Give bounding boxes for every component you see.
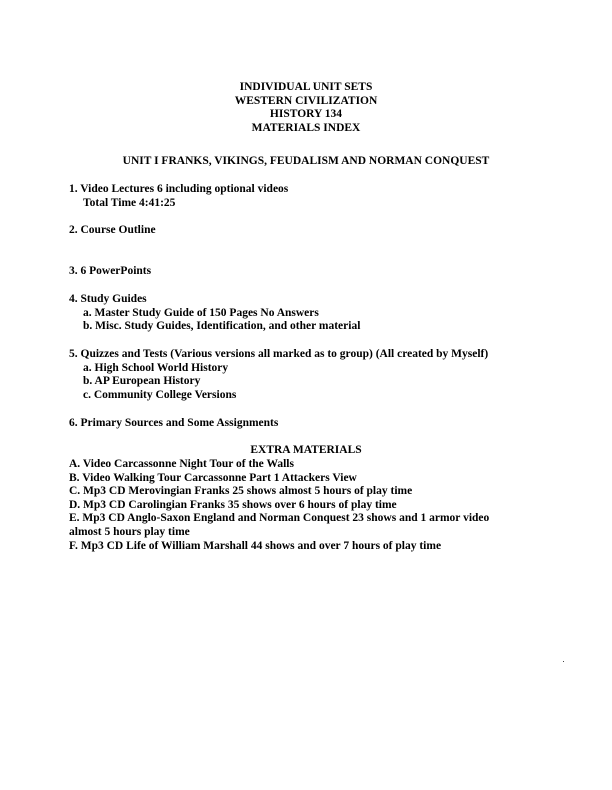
powerpoints-text: 3. 6 PowerPoints (69, 265, 152, 277)
quizzes-b-text: b. AP European History (83, 375, 201, 388)
extra-item-c: C. Mp3 CD Merovingian Franks 25 shows almost 5 hours of play time (69, 485, 413, 498)
quizzes-a-text: a. High School World History (83, 361, 229, 374)
item-powerpoints (69, 265, 589, 279)
quizzes-text: 5. Quizzes and Tests (Various versions all marked as to group) (All created by Myself) (69, 348, 489, 360)
document-header (0, 81, 612, 135)
course-outline-text: 2. Course Outline (69, 224, 156, 236)
header-line-course: WESTERN CIVILIZATION (234, 94, 378, 107)
unit-title: UNIT I FRANKS, VIKINGS, FEUDALISM AND NORMAN CONQUEST (122, 155, 490, 167)
item-quizzes-tests (69, 348, 589, 402)
extra-item-a: A. Video Carcassonne Night Tour of the Walls (69, 458, 294, 470)
item-video-lectures (69, 183, 589, 210)
study-guides-b-text: b. Misc. Study Guides, Identification, and other material (83, 320, 361, 333)
header-line-course-number: HISTORY 134 (269, 108, 343, 121)
item-primary-sources (69, 417, 589, 431)
quizzes-c-text: c. Community College Versions (83, 388, 237, 401)
primary-sources-text: 6. Primary Sources and Some Assignments (69, 417, 279, 429)
total-time-text: Total Time 4:41:25 (83, 196, 176, 209)
header-line-materials-index: MATERIALS INDEX (251, 121, 361, 134)
extra-item-e-line2: almost 5 hours play time (69, 525, 190, 538)
video-lectures-text: 1. Video Lectures 6 including optional videos (69, 183, 289, 195)
extra-item-d: D. Mp3 CD Carolingian Franks 35 shows over 6 hours of play time (69, 498, 397, 511)
study-guides-a-text: a. Master Study Guide of 150 Pages No Answers (83, 306, 319, 319)
item-study-guides (69, 293, 589, 334)
extra-materials-list (69, 458, 539, 553)
study-guides-text: 4. Study Guides (69, 293, 147, 305)
extra-item-f: F. Mp3 CD Life of William Marshall 44 shows and over 7 hours of play time (69, 539, 442, 552)
header-line-unit-sets: INDIVIDUAL UNIT SETS (239, 81, 373, 93)
scan-speck (563, 661, 564, 662)
item-course-outline (69, 224, 589, 238)
extra-materials-title: EXTRA MATERIALS (250, 444, 362, 456)
extra-item-e-line1: E. Mp3 CD Anglo-Saxon England and Norman Conquest 23 shows and 1 armor video (69, 512, 490, 525)
extra-item-b: B. Video Walking Tour Carcassonne Part 1 Attackers View (69, 471, 357, 484)
